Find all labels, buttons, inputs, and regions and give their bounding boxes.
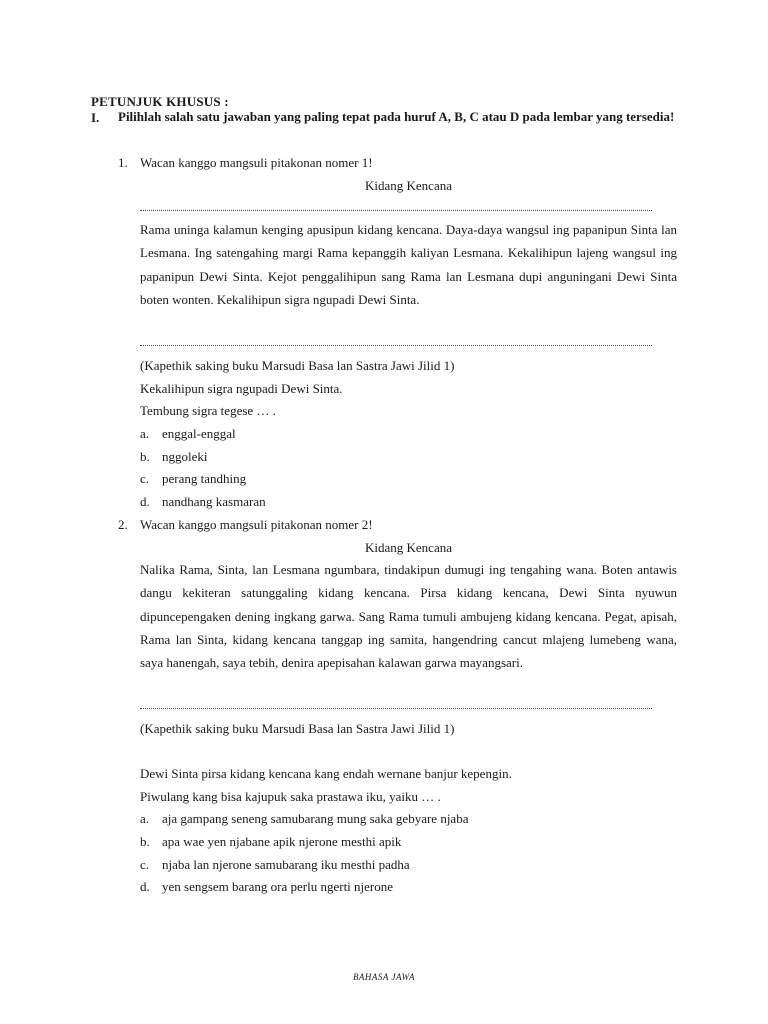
option-letter: d. (140, 879, 150, 894)
question-1-prompt: Wacan kanggo mangsuli pitakonan nomer 1! (140, 155, 373, 170)
option-text: aja gampang seneng samubarang mung saka gebyare njaba (162, 811, 469, 826)
question-2-title: Kidang Kencana (365, 540, 452, 555)
option-letter: b. (140, 834, 150, 849)
question-2-passage: Nalika Rama, Sinta, lan Lesmana ngumbara, tindakipun dumugi ing tengahing wana. Boten antawis dangu kekiteran satunggaling kidang kencana. Pirsa kidang kencana, Dewi Sinta nyuwun dipuncepengaken dening ingkang garwa. Sang Rama tumuli ambujeng kidang kencana. Pegat, apisah, Rama lan Sinta, kidang kencana tanggap ing samita, hangendring cancut mlajeng lumebeng wana, saya hanengah, saya tebih, denira apepisahan kalawan garwa mayangsari. (140, 562, 677, 671)
question-2-quote: Dewi Sinta pirsa kidang kencana kang endah wernane banjur kepengin. (140, 766, 512, 781)
question-1-source: (Kapethik saking buku Marsudi Basa lan Sastra Jawi Jilid 1) (140, 358, 455, 373)
instructions-heading: PETUNJUK KHUSUS : (91, 94, 229, 109)
question-1-title: Kidang Kencana (365, 178, 452, 193)
option-text: nandhang kasmaran (162, 494, 266, 509)
option-letter: a. (140, 426, 150, 441)
question-1-quote: Kekalihipun sigra ngupadi Dewi Sinta. (140, 381, 343, 396)
option-letter: c. (140, 471, 150, 486)
question-2-number: 2. (118, 517, 128, 532)
option-letter: d. (140, 494, 150, 509)
dotted-separator (140, 210, 652, 211)
question-2-prompt: Wacan kanggo mangsuli pitakonan nomer 2! (140, 517, 373, 532)
question-1-question: Tembung sigra tegese … . (140, 403, 276, 418)
section-instruction: Pilihlah salah satu jawaban yang paling tepat pada huruf A, B, C atau D pada lembar yang tersedia! (118, 109, 675, 124)
option-letter: b. (140, 449, 150, 464)
option-letter: c. (140, 857, 150, 872)
option-text: enggal-enggal (162, 426, 236, 441)
option-text: njaba lan njerone samubarang iku mesthi padha (162, 857, 410, 872)
dotted-separator (140, 708, 652, 709)
question-2-source: (Kapethik saking buku Marsudi Basa lan Sastra Jawi Jilid 1) (140, 721, 455, 736)
page-footer: BAHASA JAWA (352, 972, 416, 982)
option-letter: a. (140, 811, 150, 826)
question-2-question: Piwulang kang bisa kajupuk saka prastawa iku, yaiku … . (140, 789, 441, 804)
section-number: I. (91, 110, 100, 125)
question-1-number: 1. (118, 155, 128, 170)
option-text: yen sengsem barang ora perlu ngerti njerone (162, 879, 394, 894)
option-text: perang tandhing (162, 471, 247, 486)
option-text: apa wae yen njabane apik njerone mesthi apik (162, 834, 402, 849)
option-text: nggoleki (162, 449, 208, 464)
question-1-passage: Rama uninga kalamun kenging apusipun kidang kencana. Daya-daya wangsul ing papanipun Sinta lan Lesmana. Ing satengahing margi Rama kepanggih kaliyan Lesmana. Kekalihipun lajeng wangsul ing papanipun Dewi Sinta. Kejot penggalihipun sang Rama lan Lesmana dupi anguningani Dewi Sinta boten wonten. Kekalihipun sigra ngupadi Dewi Sinta. (140, 222, 677, 307)
dotted-separator (140, 345, 652, 346)
